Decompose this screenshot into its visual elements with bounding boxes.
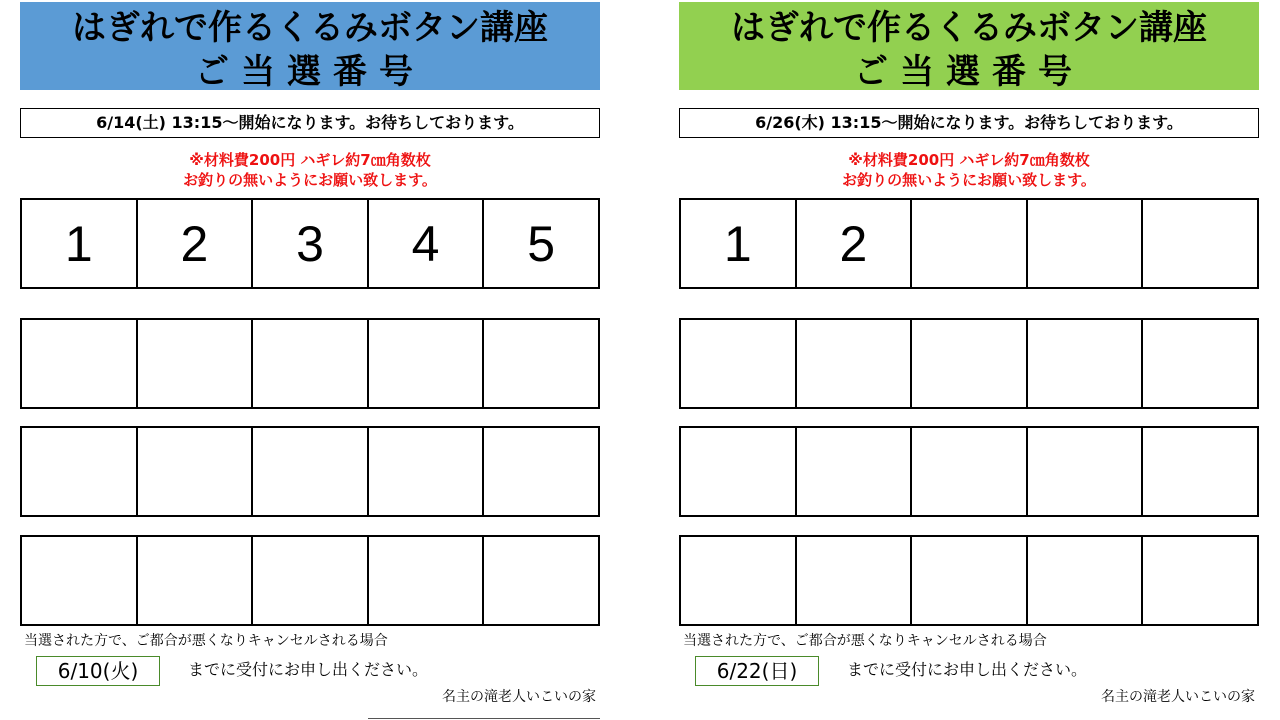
deadline-date: 6/22(日): [695, 656, 819, 686]
title-banner: [679, 2, 1259, 90]
material-fee-note: ※材料費200円 ハギレ約7㎝角数枚: [848, 151, 1090, 169]
number-row: [679, 318, 1259, 409]
number-row: [679, 535, 1259, 626]
number-cell: 1: [681, 200, 797, 287]
left-panel: [20, 0, 600, 720]
number-cell: [484, 537, 598, 624]
schedule-info: 6/14(土) 13:15～開始になります。お待ちしております。: [20, 108, 600, 138]
number-cell: [369, 428, 485, 515]
deadline-instruction: までに受付にお申し出ください。: [847, 660, 1088, 679]
number-row: [20, 426, 600, 517]
number-cell: 2: [797, 200, 913, 287]
number-cell: [22, 537, 138, 624]
number-cell: 3: [253, 200, 369, 287]
number-cell: [912, 200, 1028, 287]
number-cell: [253, 428, 369, 515]
cancellation-notice: 当選された方で、ご都合が悪くなりキャンセルされる場合: [24, 633, 388, 649]
course-title: はぎれで作るくるみボタン講座: [731, 8, 1207, 48]
number-cell: [1143, 200, 1257, 287]
number-cell: [1028, 200, 1144, 287]
number-cell: [1028, 428, 1144, 515]
title-banner: [20, 2, 600, 90]
winning-numbers-heading: ご当選番号: [195, 52, 425, 92]
number-row: [679, 198, 1259, 289]
number-cell: [912, 428, 1028, 515]
exact-change-note: お釣りの無いようにお願い致します。: [183, 171, 437, 189]
number-row: [20, 535, 600, 626]
schedule-info: 6/26(木) 13:15～開始になります。お待ちしております。: [679, 108, 1259, 138]
number-cell: [912, 320, 1028, 407]
divider: [368, 718, 600, 719]
number-cell: [369, 320, 485, 407]
number-cell: [138, 320, 254, 407]
right-panel: [679, 0, 1259, 720]
number-cell: [1143, 428, 1257, 515]
number-cell: [797, 537, 913, 624]
material-fee-note: ※材料費200円 ハギレ約7㎝角数枚: [189, 151, 431, 169]
deadline-instruction: までに受付にお申し出ください。: [188, 660, 429, 679]
organization-name: 名主の滝老人いこいの家: [1101, 689, 1255, 705]
number-cell: [484, 428, 598, 515]
number-cell: [253, 537, 369, 624]
number-cell: [369, 537, 485, 624]
number-row: [20, 198, 600, 289]
number-cell: [22, 320, 138, 407]
number-cell: [22, 428, 138, 515]
number-cell: [253, 320, 369, 407]
cancellation-notice: 当選された方で、ご都合が悪くなりキャンセルされる場合: [683, 633, 1047, 649]
number-cell: [797, 320, 913, 407]
deadline-date: 6/10(火): [36, 656, 160, 686]
number-cell: [681, 428, 797, 515]
number-cell: [138, 537, 254, 624]
number-cell: [1143, 320, 1257, 407]
number-cell: [912, 537, 1028, 624]
number-cell: [1143, 537, 1257, 624]
number-cell: 4: [369, 200, 485, 287]
number-row: [20, 318, 600, 409]
winning-numbers-heading: ご当選番号: [854, 52, 1084, 92]
number-cell: [138, 428, 254, 515]
number-cell: 5: [527, 215, 556, 272]
number-row: [679, 426, 1259, 517]
number-cell: [1028, 320, 1144, 407]
exact-change-note: お釣りの無いようにお願い致します。: [842, 171, 1096, 189]
number-cell: 2: [138, 200, 254, 287]
number-cell: [1028, 537, 1144, 624]
number-cell: [681, 537, 797, 624]
number-cell: [797, 428, 913, 515]
number-cell: 1: [22, 200, 138, 287]
number-cell: [484, 320, 598, 407]
organization-name: 名主の滝老人いこいの家: [442, 689, 596, 705]
number-cell: [681, 320, 797, 407]
course-title: はぎれで作るくるみボタン講座: [72, 8, 548, 48]
